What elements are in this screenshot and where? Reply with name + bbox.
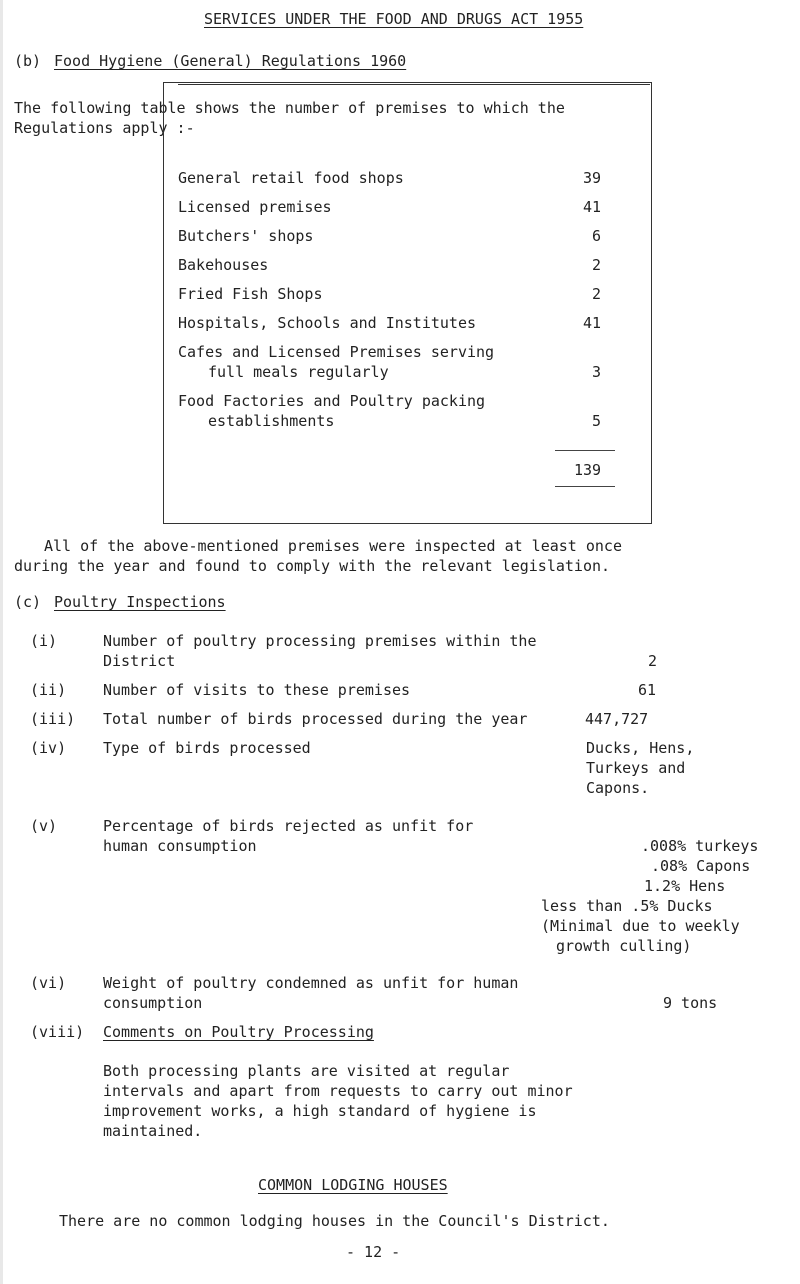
table-row-value: 41 (583, 314, 602, 332)
page-title: SERVICES UNDER THE FOOD AND DRUGS ACT 1955 (204, 10, 584, 28)
item-number: (vi) (30, 974, 67, 992)
comments-line: Both processing plants are visited at regular (103, 1062, 510, 1080)
table-row-value: 41 (583, 198, 602, 216)
item-text: Weight of poultry condemned as unfit for human (103, 974, 519, 992)
lodging-text: There are no common lodging houses in the Council's District. (59, 1212, 610, 1230)
item-value-line: growth culling) (556, 937, 692, 955)
inspection-note-line2: during the year and found to comply with the relevant legislation. (14, 557, 611, 575)
section-b-label: (b) (14, 52, 42, 70)
section-b-intro-line2: Regulations apply :- (14, 119, 195, 137)
item-number: (v) (30, 817, 58, 835)
item-value-line: less than .5% Ducks (541, 897, 713, 915)
item-text: Number of visits to these premises (103, 681, 411, 699)
item-text: Type of birds processed (103, 739, 311, 757)
inspection-note-line1: All of the above-mentioned premises were inspected at least once (44, 537, 622, 555)
table-row-label: Food Factories and Poultry packing (178, 392, 486, 410)
item-value: 9 tons (663, 994, 718, 1012)
item-value-line: .08% Capons (651, 857, 751, 875)
table-row-label: Licensed premises (178, 198, 332, 216)
item-text: Total number of birds processed during the year (103, 710, 528, 728)
total-rule-top (555, 450, 615, 451)
page-number: - 12 - (346, 1243, 401, 1261)
item-value-line: .008% turkeys (641, 837, 759, 855)
table-row-value: 3 (592, 363, 602, 381)
section-b-intro-line1: The following table shows the number of premises to which the (14, 99, 565, 117)
item-value-line: Ducks, Hens, (586, 739, 695, 757)
table-row-label: Butchers' shops (178, 227, 314, 245)
section-c-label: (c) (14, 593, 42, 611)
section-c-heading: Poultry Inspections (54, 593, 226, 611)
table-row-label: Bakehouses (178, 256, 269, 274)
item-text: Number of poultry processing premises within the (103, 632, 537, 650)
lodging-heading: COMMON LODGING HOUSES (258, 1176, 448, 1194)
comments-line: maintained. (103, 1122, 203, 1140)
item-text-cont: human consumption (103, 837, 257, 855)
table-row-label: General retail food shops (178, 169, 404, 187)
item-number: (iii) (30, 710, 76, 728)
comments-heading: Comments on Poultry Processing (103, 1023, 374, 1041)
table-row-value: 39 (583, 169, 602, 187)
table-row-value: 5 (592, 412, 602, 430)
item-number: (iv) (30, 739, 67, 757)
item-value-line: Capons. (586, 779, 650, 797)
item-number: (viii) (30, 1023, 85, 1041)
comments-line: intervals and apart from requests to carry out minor (103, 1082, 573, 1100)
item-value: 61 (638, 681, 657, 699)
comments-line: improvement works, a high standard of hygiene is (103, 1102, 537, 1120)
item-value-line: (Minimal due to weekly (541, 917, 740, 935)
item-text-cont: consumption (103, 994, 203, 1012)
item-value: 2 (648, 652, 658, 670)
item-value-line: 1.2% Hens (644, 877, 726, 895)
table-row-value: 2 (592, 256, 602, 274)
section-b-heading: Food Hygiene (General) Regulations 1960 (54, 52, 407, 70)
item-number: (i) (30, 632, 58, 650)
table-row-label: Fried Fish Shops (178, 285, 323, 303)
scan-edge (0, 0, 3, 1284)
table-row-label: Cafes and Licensed Premises serving (178, 343, 495, 361)
item-value-line: Turkeys and (586, 759, 686, 777)
item-text: Percentage of birds rejected as unfit for (103, 817, 474, 835)
table-row-label-cont: establishments (208, 412, 335, 430)
total-rule-bottom (555, 486, 615, 487)
item-number: (ii) (30, 681, 67, 699)
table-total: 139 (574, 461, 602, 479)
table-row-value: 2 (592, 285, 602, 303)
table-row-value: 6 (592, 227, 602, 245)
table-row-label: Hospitals, Schools and Institutes (178, 314, 477, 332)
table-row-label-cont: full meals regularly (208, 363, 389, 381)
item-value: 447,727 (585, 710, 649, 728)
item-text-cont: District (103, 652, 176, 670)
